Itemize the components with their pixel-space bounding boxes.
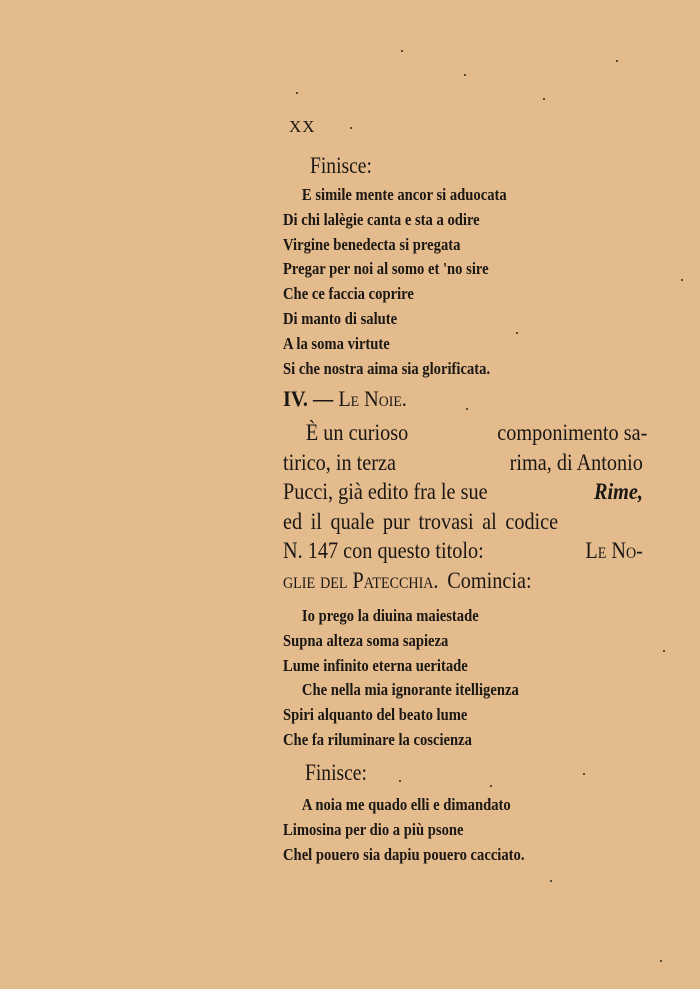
verse-line: E simile mente ancor si aduocata — [301, 185, 507, 204]
paper-speck — [681, 279, 683, 281]
verse-line: Che nella mia ignorante itelligenza — [301, 680, 519, 700]
verse-line: A la soma virtute — [283, 333, 390, 353]
verse-line: Di chi lalègie canta e sta a odire — [283, 209, 480, 229]
finisce-heading-1: Finisce: — [310, 153, 372, 178]
paper-speck — [543, 98, 545, 100]
prose-text: È un curioso — [305, 420, 409, 445]
finisce-heading-2: Finisce: — [305, 760, 367, 785]
paper-speck — [490, 785, 492, 787]
paper-speck — [296, 92, 298, 94]
verse-line: Limosina per dio a più psone — [283, 819, 464, 839]
verse-line: Spiri alquanto del beato lume — [283, 705, 468, 725]
page-folio: XX — [289, 117, 316, 136]
paper-speck — [399, 780, 401, 782]
verse-line: Io prego la diuina maiestade — [301, 606, 479, 625]
section-heading — [283, 386, 407, 412]
verse-block-1 — [283, 183, 567, 381]
paper-speck — [583, 773, 585, 775]
prose-text: Comincia: — [447, 567, 532, 593]
verse-line: Di manto di salute — [283, 308, 398, 328]
verse-block-3 — [283, 793, 567, 867]
paper-speck — [660, 960, 662, 962]
prose-text: ed il quale pur trovasi al codice — [283, 508, 559, 534]
prose-smallcaps-text: glie del Patecchia. — [283, 567, 439, 593]
prose-smallcaps-text: Le No- — [585, 538, 643, 563]
section-number: IV. — — [283, 386, 334, 411]
verse-line: Virgine benedecta si pregata — [283, 234, 461, 254]
paper-speck — [466, 408, 468, 410]
verse-line: Che ce faccia coprire — [283, 284, 414, 304]
verse-line: A noia me quado elli e dimandato — [301, 795, 511, 814]
paper-speck — [464, 74, 466, 76]
prose-text: Pucci, già edito fra le sue — [283, 479, 488, 504]
paper-speck — [663, 650, 665, 652]
prose-text: tirico, in terza — [283, 449, 396, 475]
prose-text: componimento sa- — [497, 420, 648, 445]
paper-speck — [516, 332, 518, 334]
verse-line: Si che nostra aima sia glorificata. — [283, 358, 491, 378]
verse-line: Lume infinito eterna ueritade — [283, 655, 468, 675]
prose-text: N. 147 con questo titolo: — [283, 538, 484, 563]
verse-line: Pregar per noi al somo et 'no sire — [283, 259, 489, 279]
paper-speck — [550, 880, 552, 882]
prose-paragraph — [283, 418, 648, 595]
prose-italic-text: Rime, — [593, 479, 643, 504]
verse-line: Che fa riluminare la coscienza — [283, 729, 472, 749]
prose-text: rima, di Antonio — [509, 449, 643, 475]
paper-speck — [401, 50, 403, 52]
paper-speck — [350, 127, 352, 129]
paper-speck — [616, 60, 618, 62]
section-title: Le Noie. — [338, 386, 407, 411]
verse-line: Supna alteza soma sapieza — [283, 630, 449, 650]
verse-block-2 — [283, 604, 567, 753]
verse-line: Chel pouero sia dapiu pouero cacciato. — [283, 844, 525, 864]
